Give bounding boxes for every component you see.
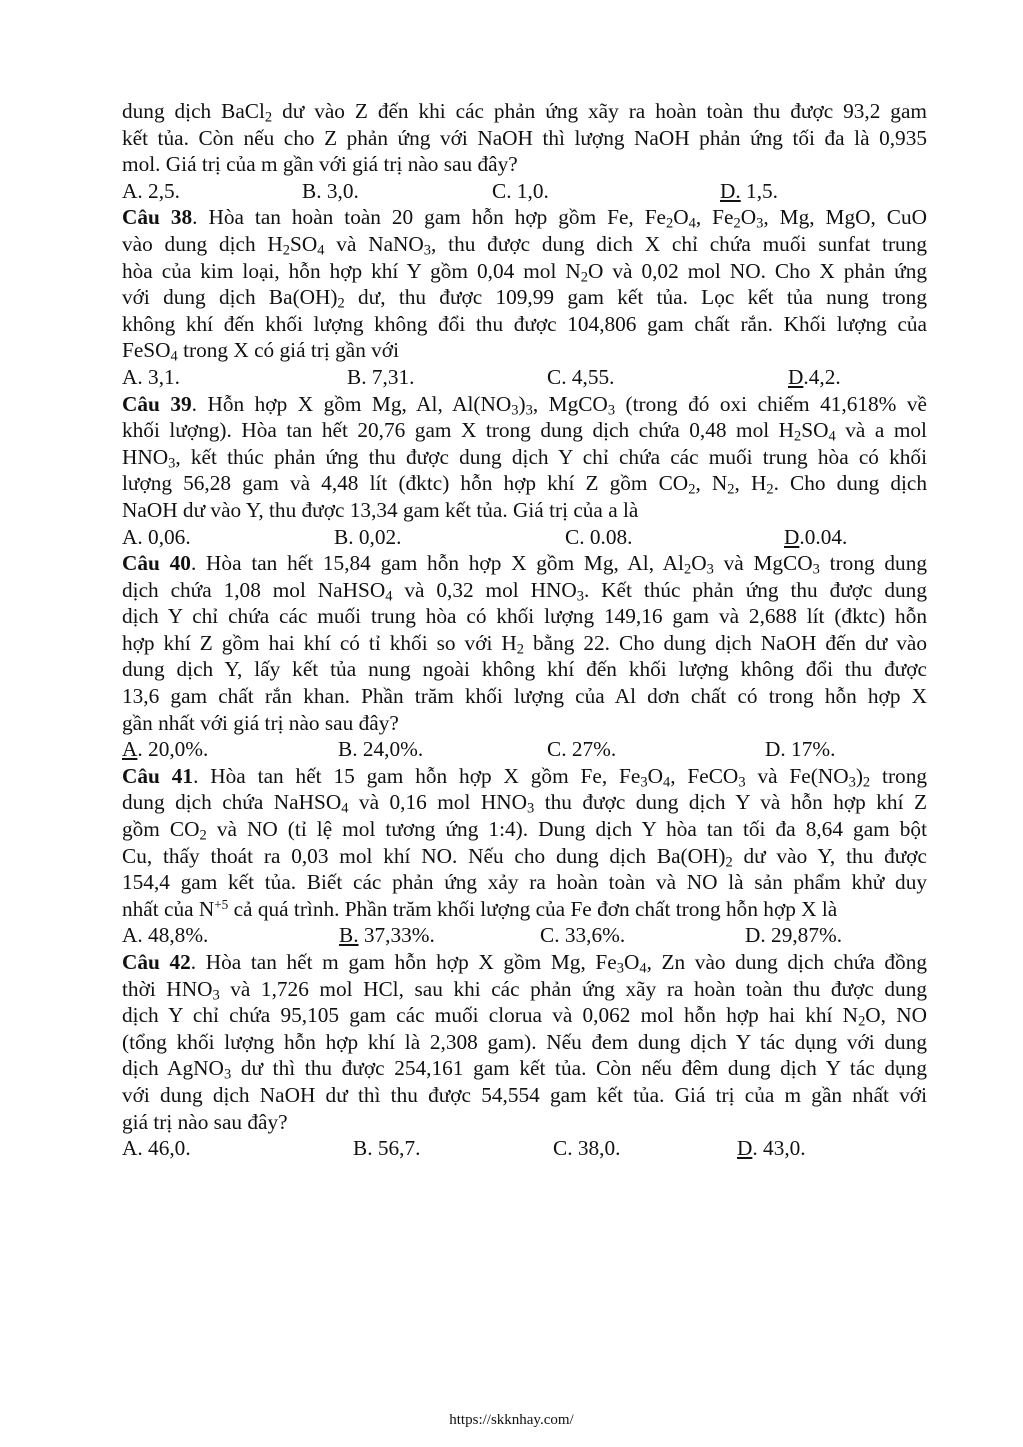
option-value: 0,06.: [142, 524, 191, 549]
question-text: . Hòa tan hoàn toàn 20 gam hỗn hợp gồm Fe, $Fe_2O_4$, $Fe_2O_3$, Mg, MgO, CuO: [192, 205, 928, 232]
answer-options: [122, 736, 927, 763]
question-text: . Hỗn hợp X gồm Mg, Al, $Al(NO_3)_3$, MgCO$_3$ (trong đó oxi chiếm 41,618% về: [191, 391, 927, 419]
option-d: [745, 922, 842, 949]
question-line: NaOH dư vào Y, thu được 13,34 gam kết tủa. Giá trị của a là: [122, 497, 639, 522]
option-c: [553, 1135, 620, 1162]
question-39: [122, 391, 927, 551]
question-line: 13,6 gam chất rắn khan. Phần trăm khối lượng của Al dơn chất có trong hỗn hợp X: [122, 684, 927, 709]
option-letter: C.: [547, 364, 567, 389]
question-line: gồm $CO_2$ và NO (tỉ lệ mol tương ứng 1:4). Dung dịch Y hòa tan tối đa 8,64 gam bột: [122, 817, 927, 844]
option-letter: C.: [553, 1136, 573, 1161]
option-letter: B.: [302, 178, 322, 203]
question-first-line: [122, 391, 927, 418]
question-line: hòa của kim loại, hỗn hợp khí Y gồm 0,04 mol $N_2O$ và 0,02 mol NO. Cho X phản ứng: [122, 258, 927, 286]
option-value: 1,0.: [511, 178, 549, 203]
option-b: [334, 524, 401, 551]
option-value: 3,1.: [142, 364, 180, 389]
question-first-line: [122, 550, 927, 577]
question-line: nhất của $N^{+5}$ cả quá trình. Phần trăm khối lượng của Fe đơn chất trong hỗn hợp X là: [122, 896, 838, 921]
option-c: [540, 922, 625, 949]
option-value: 2,5.: [142, 178, 180, 203]
option-value: .0.04.: [799, 524, 848, 549]
question-line: khối lượng). Hòa tan hết 20,76 gam X trong dung dịch chứa 0,48 mol $H_2SO_4$ và a mol: [122, 418, 927, 445]
option-letter: B.: [338, 737, 358, 762]
answer-options: [122, 178, 927, 205]
answer-options: [122, 524, 927, 551]
question-first-line: [122, 763, 927, 790]
question-text: . Hòa tan hết m gam hỗn hợp X gồm Mg, $Fe_3O_4$, Zn vào dung dịch chứa đồng: [190, 950, 927, 977]
question-line: dịch Y chỉ chứa các muối trung hòa có khối lượng 149,16 gam và 2,688 lít (đktc) hỗn: [122, 604, 927, 629]
question-41: [122, 763, 927, 949]
option-letter: D.: [720, 178, 741, 203]
option-value: 48,8%.: [142, 923, 209, 948]
question-label: Câu 41: [122, 763, 194, 788]
option-letter: D: [788, 364, 804, 389]
option-c: [492, 178, 549, 205]
option-letter: A.: [122, 524, 143, 549]
question-line: với dung dịch NaOH dư thì thu được 54,554 gam kết tủa. Giá trị của m gần nhất với: [122, 1082, 927, 1107]
option-a: [122, 524, 191, 551]
option-letter: A: [122, 737, 138, 762]
intro-line-3: mol. Giá trị của m gần với giá trị nào sau đây?: [122, 152, 518, 177]
option-letter: C.: [492, 178, 512, 203]
question-first-line: [122, 204, 927, 231]
option-value: 46,0.: [142, 1136, 191, 1161]
question-line: không khí đến khối lượng không đổi thu được 104,806 gam chất rắn. Khối lượng của: [122, 311, 927, 336]
answer-options: [122, 364, 927, 391]
question-line: lượng 56,28 gam và 4,48 lít (đktc) hỗn hợp khí Z gồm $CO_2$, $N_2$, $H_2$. Cho dung dịch: [122, 471, 928, 498]
option-letter: D: [784, 524, 800, 549]
option-d: [788, 364, 841, 391]
question-line: FeSO$_4$ trong X có giá trị gần với: [122, 338, 399, 365]
option-a: [122, 736, 208, 763]
question-first-line: [122, 949, 927, 976]
option-a: [122, 178, 180, 205]
question-line: với dung dịch $Ba(OH)_2$ dư, thu được 109,99 gam kết tủa. Lọc kết tủa nung trong: [122, 285, 927, 312]
question-line: dịch Y chỉ chứa 95,105 gam các muối clorua và 0,062 mol hỗn hợp hai khí $N_2O$, NO: [122, 1003, 927, 1030]
option-c: [547, 364, 614, 391]
question-line: (tổng khối lượng hỗn hợp khí là 2,308 gam). Nếu đem dung dịch Y tác dụng với dung: [122, 1029, 927, 1054]
question-line: 154,4 gam kết tủa. Biết các phản ứng xảy ra hoàn toàn và NO là sản phẩm khử duy: [122, 870, 927, 895]
option-value: 24,0%.: [357, 737, 424, 762]
option-a: [122, 364, 180, 391]
option-letter: D.: [765, 737, 786, 762]
option-value: 3,0.: [321, 178, 359, 203]
option-d: [737, 1135, 806, 1162]
option-value: 33,6%.: [559, 923, 626, 948]
answer-options: [122, 922, 927, 949]
question-line: Cu, thấy thoát ra 0,03 mol khí NO. Nếu cho dung dịch $Ba(OH)_2$ dư vào Y, thu được: [122, 843, 927, 871]
option-c: [547, 736, 616, 763]
option-a: [122, 922, 208, 949]
question-42: [122, 949, 927, 1162]
option-letter: A.: [122, 178, 143, 203]
option-value: .4,2.: [803, 364, 841, 389]
question-label: Câu 42: [122, 950, 191, 974]
option-value: 38,0.: [572, 1136, 621, 1161]
intro-line-1: dung dịch BaCl$_2$ dư vào Z đến khi các phản ứng xãy ra hoàn toàn thu được 93,2 gam: [122, 99, 927, 126]
question-line: thời $HNO_3$ và 1,726 mol HCl, sau khi các phản ứng xãy ra hoàn toàn thu được dung: [122, 976, 927, 1004]
option-letter: C.: [540, 923, 560, 948]
question-line: giá trị nào sau đây?: [122, 1109, 288, 1134]
question-line: hợp khí Z gồm hai khí có tỉ khối so với $H_2$ bằng 22. Cho dung dịch NaOH đến dư vào: [122, 630, 927, 658]
option-value: 0.08.: [584, 524, 633, 549]
option-value: 0,02.: [353, 524, 402, 549]
option-c: [565, 524, 632, 551]
option-d: [765, 736, 835, 763]
option-value: . 20,0%.: [137, 737, 209, 762]
option-d: [784, 524, 847, 551]
option-value: 56,7.: [372, 1136, 421, 1161]
option-b: [302, 178, 359, 205]
option-b: [347, 364, 414, 391]
question-text: . Hòa tan hết 15 gam hỗn hợp X gồm Fe, $Fe_3O_4$, FeCO$_3$ và $Fe(NO_3)_2$ trong: [193, 763, 928, 791]
option-letter: B.: [347, 364, 367, 389]
option-letter: B.: [353, 1136, 373, 1161]
option-letter: B.: [339, 923, 359, 948]
document-body: [122, 98, 927, 1162]
option-letter: A.: [122, 923, 143, 948]
option-b: [339, 922, 435, 949]
option-b: [338, 736, 423, 763]
question-line: vào dung dịch $H_2SO_4$ và NaNO$_3$, thu được dung dich X chỉ chứa muối sunfat trung: [122, 231, 927, 259]
intro-line-2: kết tủa. Còn nếu cho Z phản ứng với NaOH thì lượng NaOH phản ứng tối đa là 0,935: [122, 125, 927, 150]
option-value: 7,31.: [366, 364, 415, 389]
option-value: 17%.: [785, 737, 836, 762]
option-letter: C.: [565, 524, 585, 549]
question-label: Câu 39: [122, 391, 192, 416]
option-value: . 43,0.: [752, 1136, 806, 1161]
option-value: 37,33%.: [358, 923, 435, 948]
question-38: [122, 204, 927, 390]
option-value: 29,87%.: [765, 923, 843, 948]
option-letter: D.: [745, 923, 766, 948]
question-label: Câu 38: [122, 205, 193, 230]
option-letter: A.: [122, 364, 143, 389]
answer-options: [122, 1135, 927, 1162]
option-a: [122, 1135, 191, 1162]
option-letter: C.: [547, 737, 567, 762]
question-line: $HNO_3$, kết thúc phản ứng thu được dung dịch Y chỉ chứa các muối trung hòa có khối: [122, 444, 927, 472]
footer-url: https://skknhay.com/: [449, 1412, 574, 1428]
question-text: . Hòa tan hết 15,84 gam hỗn hợp X gồm Mg, Al, $Al_2O_3$ và MgCO$_3$ trong dung: [190, 551, 927, 578]
option-d: [720, 178, 778, 205]
question-line: dung dịch chứa NaHSO$_4$ và 0,16 mol $HNO_3$ thu được dung dịch Y và hỗn hợp khí Z: [122, 790, 927, 818]
option-value: 27%.: [566, 737, 617, 762]
question-40: [122, 550, 927, 763]
question-line: dịch AgNO$_3$ dư thì thu được 254,161 gam kết tủa. Còn nếu đêm dung dịch Y tác dụng: [122, 1056, 927, 1083]
option-letter: A.: [122, 1136, 143, 1161]
option-letter: B.: [334, 524, 354, 549]
question-label: Câu 40: [122, 551, 191, 576]
question-line: dung dịch Y, lấy kết tủa nung ngoài không khí đến khối lượng không đổi thu được: [122, 657, 927, 682]
option-letter: D: [737, 1136, 753, 1161]
option-b: [353, 1135, 420, 1162]
option-value: 4,55.: [566, 364, 615, 389]
question-line: gần nhất với giá trị nào sau đây?: [122, 710, 399, 735]
option-value: 1,5.: [740, 178, 778, 203]
question-line: dịch chứa 1,08 mol NaHSO$_4$ và 0,32 mol $HNO_3$. Kết thúc phản ứng thu được dung: [122, 577, 927, 605]
